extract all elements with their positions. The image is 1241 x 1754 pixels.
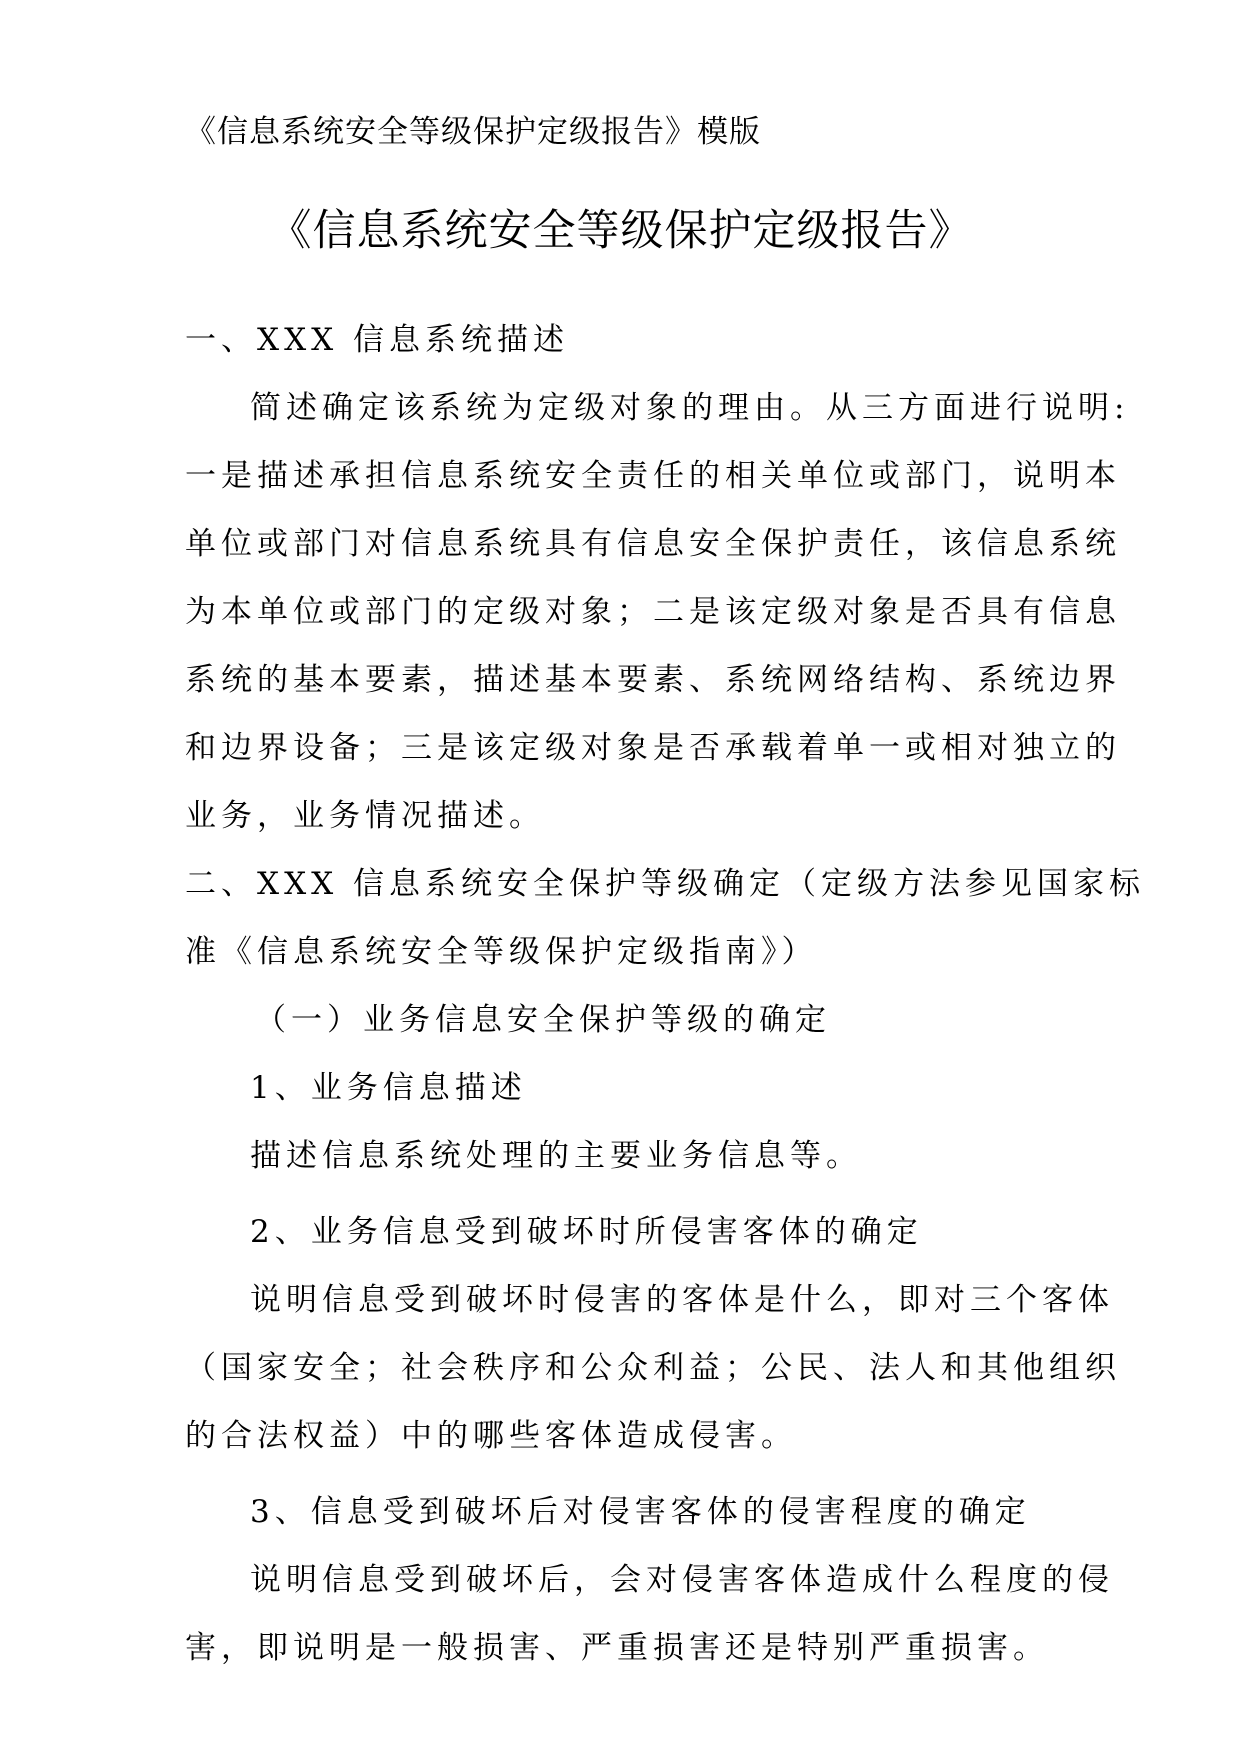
section1-para-line: 和边界设备；三是该定级对象是否承载着单一或相对独立的 (185, 730, 1121, 766)
section1-para-line: 单位或部门对信息系统具有信息安全保护责任，该信息系统 (185, 526, 1121, 562)
section1-para-line: 一是描述承担信息系统安全责任的相关单位或部门，说明本 (185, 458, 1121, 494)
item2-para-line: （国家安全；社会秩序和公众利益；公民、法人和其他组织 (185, 1350, 1121, 1386)
item3-heading: 3、信息受到破坏后对侵害客体的侵害程度的确定 (250, 1494, 1031, 1530)
section1-heading: 一、XXX 信息系统描述 (185, 322, 570, 358)
document-header: 《信息系统安全等级保护定级报告》模版 (185, 114, 761, 150)
item1-text: 描述信息系统处理的主要业务信息等。 (250, 1138, 862, 1174)
subsection-heading: （一）业务信息安全保护等级的确定 (255, 1002, 831, 1038)
section2-heading-line: 准《信息系统安全等级保护定级指南》） (185, 934, 818, 970)
section1-para-line: 系统的基本要素，描述基本要素、系统网络结构、系统边界 (185, 662, 1121, 698)
document-title: 《信息系统安全等级保护定级报告》 (268, 206, 973, 256)
item2-para-line: 说明信息受到破坏时侵害的客体是什么，即对三个客体 (250, 1282, 1114, 1318)
item3-para-line: 害，即说明是一般损害、严重损害还是特别严重损害。 (185, 1630, 1049, 1666)
section1-para-line: 业务，业务情况描述。 (185, 798, 545, 834)
section1-para-line: 为本单位或部门的定级对象；二是该定级对象是否具有信息 (185, 594, 1121, 630)
item1-heading: 1、业务信息描述 (250, 1070, 527, 1106)
item2-heading: 2、业务信息受到破坏时所侵害客体的确定 (250, 1214, 923, 1250)
section1-para-line: 简述确定该系统为定级对象的理由。从三方面进行说明: (250, 390, 1130, 426)
section2-heading-line: 二、XXX 信息系统安全保护等级确定（定级方法参见国家标 (185, 866, 1146, 902)
item2-para-line: 的合法权益）中的哪些客体造成侵害。 (185, 1418, 797, 1454)
item3-para-line: 说明信息受到破坏后，会对侵害客体造成什么程度的侵 (250, 1562, 1114, 1598)
